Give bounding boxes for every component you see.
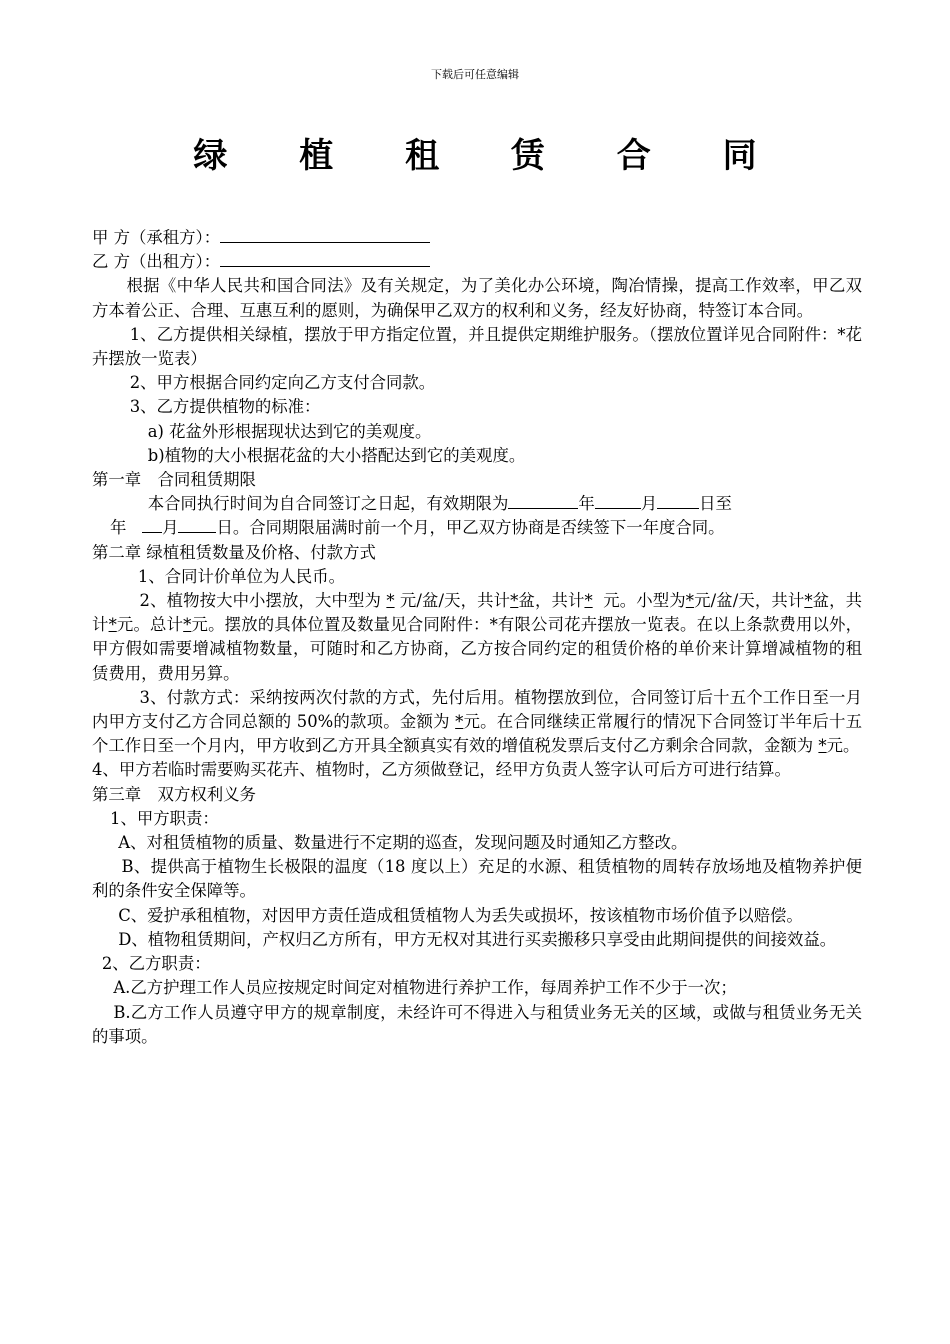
party-a-duty-D: D、植物租赁期间，产权归乙方所有，甲方无权对其进行买卖搬移只享受由此期间提供的间接效益。 [118,929,837,949]
end-day-blank [178,516,216,533]
end-month-blank [142,516,162,533]
chapter-2-item-2: 2、植物按大中小摆放，大中型为 * 元/盆/天，共计*盆，共计* 元。小型为*元/盆/天，共计*盆，共计*元。总计*元。摆放的具体位置及数量见合同附件：*有限公司花卉摆放一览表。在以上条款费用以外，甲方假如需要增减植物数量，可随时和乙方协商，乙方按合同约定的租赁价格的单价来计算增减植物的租赁费用，费用另算。 [92,591,863,683]
chapter-2-item-1: 1、合同计价单位为人民币。 [137,566,346,586]
term-day-blank [657,492,699,509]
term-start-blank [508,492,578,509]
party-a-line [92,226,862,250]
party-b-label: 乙 方（出租方）： [92,252,221,272]
party-b-duties-title: 2、乙方职责： [101,954,211,974]
item-3: 3、乙方提供植物的标准： [129,397,321,417]
document-title: 绿 植 租 赁 合 同 [193,136,787,176]
party-a-label: 甲 方（承租方）： [92,228,221,247]
chapter-1-term-end-line: 年 月 日。合同期限届满时前一个月，甲乙双方协商是否续签下一年度合同。 [110,518,725,538]
party-b-line [92,250,862,274]
chapter-2-item-4: 4、甲方若临时需要购买花卉、植物时，乙方须做登记，经甲方负责人签字认可后方可进行结算。 [92,760,791,780]
chapter-1-title: 第一章 合同租赁期限 [92,470,256,490]
page-header: 下载后可任意编辑 [431,68,519,81]
party-b-blank [220,250,430,267]
party-b-duty-B: B.乙方工作人员遵守甲方的规章制度，未经许可不得进入与租赁业务无关的区域，或做与租赁业务无关的事项。 [92,1002,862,1046]
term-month-blank [595,492,641,509]
intro-paragraph: 根据《中华人民共和国合同法》及有关规定，为了美化办公环境，陶冶情操，提高工作效率，甲乙双方本着公正、合理、互惠互利的愿则，为确保甲乙双方的权利和义务，经友好协商，特签订本合同。 [92,276,862,320]
item-3a: a) 花盆外形根据现状达到它的美观度。 [147,421,432,441]
contract-body [92,226,862,1049]
item-1: 1、乙方提供相关绿植，摆放于甲方指定位置，并且提供定期维护服务。（摆放位置详见合同附件：*花卉摆放一览表） [92,324,862,369]
party-a-duty-A: A、对租赁植物的质量、数量进行不定期的巡查，发现问题及时通知乙方整改。 [118,833,688,853]
chapter-3-title: 第三章 双方权利义务 [92,784,256,804]
item-2: 2、甲方根据合同约定向乙方支付合同款。 [129,373,436,393]
item-3b: b)植物的大小根据花盆的大小搭配达到它的美观度。 [147,445,526,465]
party-a-duty-C: C、爱护承租植物，对因甲方责任造成租赁植物人为丢失或损坏，按该植物市场价值予以赔偿。 [118,905,803,925]
party-a-duties-title: 1、甲方职责： [110,808,219,828]
party-a-blank [220,226,430,243]
chapter-2-title: 第二章 绿植租赁数量及价格、付款方式 [92,542,376,562]
party-b-duty-A: A.乙方护理工作人员应按规定时间定对植物进行养护工作，每周养护工作不少于一次； [113,978,737,998]
chapter-2-item-3: 3、付款方式：采纳按两次付款的方式，先付后用。植物摆放到位，合同签订后十五个工作日至一月内甲方支付乙方合同总额的 50%的款项。金额为 *元。在合同继续正常履行的情况下合同签订半年后十五个工作日至一个月内，甲方收到乙方开具全额真实有效的增值税发票后支付乙方剩余合同款，金额为 *元。 [92,687,863,756]
party-a-duty-B: B、提供高于植物生长极限的温度（18 度以上）充足的水源、租赁植物的周转存放场地及植物养护便利的条件安全保障等。 [92,857,862,901]
chapter-1-term-line: 本合同执行时间为自合同签订之日起，有效期限为 年 月 日至 [147,494,732,514]
